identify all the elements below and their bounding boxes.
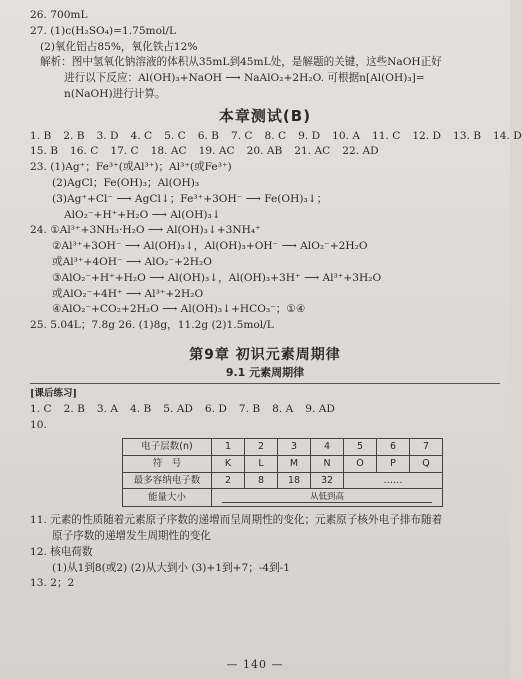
- subsection-title: 9.1 元素周期律: [225, 365, 305, 379]
- mc-answers-row2: [30, 144, 500, 160]
- answer-line: 24. ①Al³⁺+3NH₃·H₂O ⟶ Al(OH)₃↓+3NH₄⁺: [30, 224, 261, 237]
- table-cell: 1: [212, 438, 245, 455]
- mc-answer: 18. AC: [150, 145, 187, 158]
- explanation-line: 进行以下反应：Al(OH)₃+NaOH ⟶ NaAlO₂+2H₂O. 可根据n[Al(OH)₃]=: [64, 72, 425, 85]
- table-row: [123, 438, 443, 455]
- question-10-label: 10.: [30, 419, 47, 432]
- mc-answer: 9. D: [298, 129, 321, 142]
- mc-answer: 5. C: [164, 129, 186, 142]
- mc-answer: 2. B: [63, 129, 85, 142]
- explanation-line: 解析：图中氢氧化钠溶液的体积从35mL到45mL处，是解题的关键，这些NaOH正好: [40, 56, 442, 69]
- answer-line: 原子序数的递增发生周期性的变化: [52, 529, 211, 542]
- mc-answer: 5. AD: [163, 403, 193, 416]
- answer-line: ②Al³⁺+3OH⁻ ⟶ Al(OH)₃↓，Al(OH)₃+OH⁻ ⟶ AlO₂⁻+2H₂O: [52, 240, 368, 253]
- table-cell: ……: [344, 472, 443, 489]
- table-header-cell: 电子层数(n): [123, 438, 212, 455]
- answer-line: ④AlO₂⁻+CO₂+2H₂O ⟶ Al(OH)₃↓+HCO₃⁻；①④: [52, 303, 306, 316]
- answer-23-26: [30, 160, 500, 334]
- energy-arrow-cell: [212, 489, 443, 507]
- answer-line: 或Al³⁺+4OH⁻ ⟶ AlO₂⁻+2H₂O: [52, 255, 212, 268]
- mc-answer: 3. D: [96, 129, 119, 142]
- mc-answer: 21. AC: [294, 145, 331, 158]
- table-cell: O: [344, 455, 377, 472]
- answer-line: (3)Ag⁺+Cl⁻ ⟶ AgCl↓；Fe³⁺+3OH⁻ ⟶ Fe(OH)₃↓；: [52, 192, 328, 205]
- mc-answer: 13. B: [453, 129, 482, 142]
- answer-26-27: [30, 8, 500, 103]
- table-cell: 2: [245, 438, 278, 455]
- answer-line: AlO₂⁻+H⁺+H₂O ⟶ Al(OH)₃↓: [64, 208, 221, 221]
- arrow-line: [222, 502, 432, 503]
- exercise-tag: [课后练习]: [30, 387, 77, 399]
- answer-line: 11. 元素的性质随着元素原子序数的递增而呈周期性的变化；元素原子核外电子排布随着: [30, 514, 443, 527]
- mc-answers-row1: [30, 129, 522, 145]
- mc-answer: 10. A: [332, 129, 360, 142]
- answer-line: (2)AgCl；Fe(OH)₃；Al(OH)₃: [52, 176, 200, 189]
- mc-answer: 7. B: [238, 403, 261, 416]
- answer-line: (2)氧化铝占85%，氧化铁占12%: [40, 40, 198, 53]
- mc-answer: 17. C: [110, 145, 139, 158]
- mc-answer: 22. AD: [342, 145, 379, 158]
- table-row: [123, 472, 443, 489]
- mc-answer: 19. AC: [198, 145, 235, 158]
- mc-answer: 6. D: [204, 403, 227, 416]
- answer-11-13: [30, 513, 500, 592]
- table-header-cell: 最多容纳电子数: [123, 472, 212, 489]
- answer-line: 23. (1)Ag⁺；Fe³⁺(或Al³⁺)；Al³⁺(或Fe³⁺): [30, 161, 232, 174]
- mc-answer: 4. C: [130, 129, 153, 142]
- mc-answer: 12. D: [412, 129, 442, 142]
- mc-answer: 9. AD: [305, 403, 335, 416]
- mc-answer: 2. B: [63, 403, 85, 416]
- mc-answer: 8. C: [264, 129, 287, 142]
- divider: [30, 383, 500, 384]
- mc-answer: 3. A: [96, 403, 118, 416]
- mc-answer: 15. B: [30, 145, 58, 158]
- table-cell: M: [278, 455, 311, 472]
- answer-line: 或AlO₂⁻+4H⁺ ⟶ Al³⁺+2H₂O: [52, 287, 204, 300]
- table-cell: L: [245, 455, 278, 472]
- page-number: — 140 —: [226, 658, 284, 672]
- energy-arrow-label: 从低到高: [309, 492, 344, 503]
- answer-line: 25. 5.04L；7.8g 26. (1)8g，11.2g (2)1.5mol/L: [30, 319, 274, 332]
- table-cell: 3: [278, 438, 311, 455]
- answer-line: 27. (1)c(H₂SO₄)=1.75mol/L: [30, 24, 176, 37]
- section-title: 本章测试(B): [218, 106, 312, 125]
- mc-answer: 8. A: [272, 403, 294, 416]
- electron-shell-table: [122, 438, 443, 507]
- mc-answer: 20. AB: [246, 145, 283, 158]
- mc-answer: 11. C: [371, 129, 401, 142]
- explanation-line: n(NaOH)进行计算。: [64, 87, 166, 100]
- mc-answer: 14. D: [493, 129, 522, 142]
- chapter-title: 第9章 初识元素周期律: [189, 346, 341, 363]
- table-cell: 6: [377, 438, 410, 455]
- answer-line: (1)从1到8(或2) (2)从大到小 (3)+1到+7；-4到-1: [52, 561, 291, 574]
- table-cell: 5: [344, 438, 377, 455]
- answer-line: 26. 700mL: [30, 9, 88, 21]
- table-cell: 18: [278, 472, 311, 489]
- mc-answer: 7. C: [230, 129, 253, 142]
- table-header-cell: 符 号: [123, 455, 212, 472]
- table-row: [123, 455, 443, 472]
- answer-line: 12. 核电荷数: [30, 545, 93, 558]
- table-header-cell: 能量大小: [123, 489, 212, 507]
- table-cell: Q: [410, 455, 443, 472]
- mc-answers-row3: [30, 402, 500, 418]
- table-cell: 4: [311, 438, 344, 455]
- table-cell: N: [311, 455, 344, 472]
- table-cell: 2: [212, 472, 245, 489]
- mc-answer: 6. B: [197, 129, 219, 142]
- mc-answer: 1. C: [30, 403, 52, 416]
- table-row: [123, 489, 443, 507]
- table-cell: P: [377, 455, 410, 472]
- answer-line: 13. 2；2: [30, 577, 75, 590]
- table-cell: K: [212, 455, 245, 472]
- table-cell: 8: [245, 472, 278, 489]
- mc-answer: 1. B: [30, 129, 52, 142]
- table-cell: 7: [410, 438, 443, 455]
- mc-answer: 4. B: [130, 403, 152, 416]
- mc-answer: 16. C: [70, 145, 99, 158]
- answer-line: ③AlO₂⁻+H⁺+H₂O ⟶ Al(OH)₃↓，Al(OH)₃+3H⁺ ⟶ Al³⁺+3H₂O: [52, 271, 382, 284]
- table-cell: 32: [311, 472, 344, 489]
